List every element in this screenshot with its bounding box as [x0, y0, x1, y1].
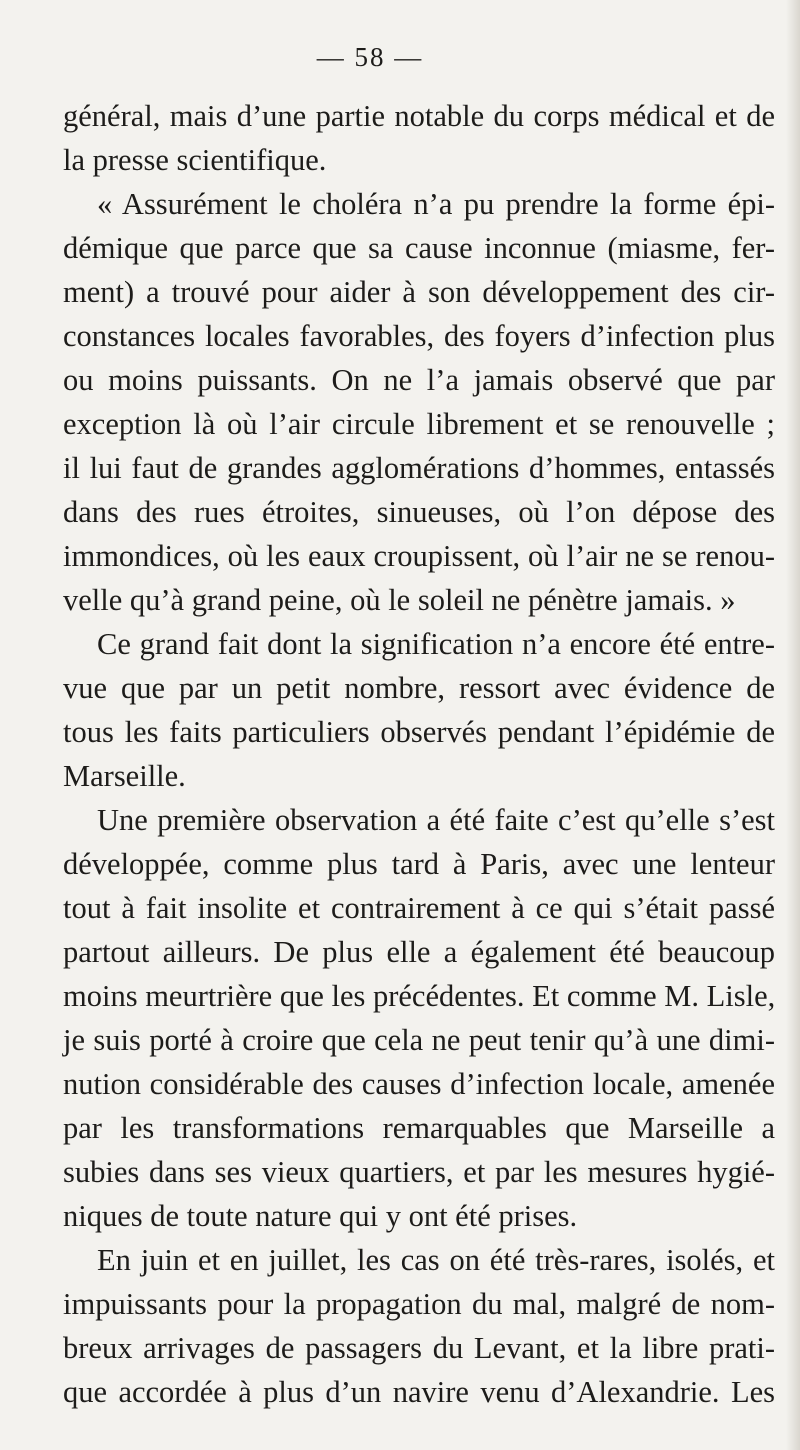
- text-line: « Assurément le choléra n’a pu prendre la forme épi-: [97, 187, 775, 221]
- page-edge-shadow: [786, 0, 800, 1450]
- text-line: partout ailleurs. De plus elle a également été beaucoup: [63, 935, 775, 969]
- text-line: Marseille.: [63, 759, 186, 793]
- text-line: exception là où l’air circule librement et se renouvelle ;: [63, 407, 775, 441]
- text-line: breux arrivages de passagers du Levant, et la libre prati-: [63, 1331, 775, 1365]
- text-line: subies dans ses vieux quartiers, et par les mesures hygié-: [63, 1155, 775, 1189]
- text-line: la presse scientifique.: [63, 143, 327, 177]
- text-line: démique que parce que sa cause inconnue (miasme, fer-: [63, 231, 775, 265]
- text-line: développée, comme plus tard à Paris, avec une lenteur: [63, 847, 775, 881]
- text-line: ment) a trouvé pour aider à son développement des cir-: [63, 275, 775, 309]
- text-line: par les transformations remarquables que Marseille a: [63, 1111, 775, 1145]
- text-line: Une première observation a été faite c’est qu’elle s’est: [97, 803, 775, 837]
- text-line: ou moins puissants. On ne l’a jamais observé que par: [63, 363, 775, 397]
- text-line: je suis porté à croire que cela ne peut tenir qu’à une dimi-: [63, 1023, 775, 1057]
- text-line: constances locales favorables, des foyers d’infection plus: [63, 319, 775, 353]
- text-line: dans des rues étroites, sinueuses, où l’on dépose des: [63, 495, 775, 529]
- text-line: tous les faits particuliers observés pendant l’épidémie de: [63, 715, 775, 749]
- text-line: impuissants pour la propagation du mal, malgré de nom-: [63, 1287, 775, 1321]
- text-line: Ce grand fait dont la signification n’a encore été entre-: [97, 627, 775, 661]
- text-line: vue que par un petit nombre, ressort avec évidence de: [63, 671, 775, 705]
- text-line: immondices, où les eaux croupissent, où l’air ne se renou-: [63, 539, 775, 573]
- text-line: que accordée à plus d’un navire venu d’Alexandrie. Les: [63, 1375, 775, 1409]
- text-line: En juin et en juillet, les cas on été très-rares, isolés, et: [97, 1243, 775, 1277]
- text-line: nution considérable des causes d’infection locale, amenée: [63, 1067, 775, 1101]
- text-line: général, mais d’une partie notable du corps médical et de: [63, 99, 775, 133]
- text-line: niques de toute nature qui y ont été prises.: [63, 1199, 578, 1233]
- page-number: — 58 —: [316, 42, 424, 72]
- text-line: tout à fait insolite et contrairement à ce qui s’était passé: [63, 891, 775, 925]
- text-line: moins meurtrière que les précédentes. Et comme M. Lisle,: [63, 979, 776, 1013]
- text-line: velle qu’à grand peine, où le soleil ne pénètre jamais. »: [63, 583, 736, 617]
- text-line: il lui faut de grandes agglomérations d’hommes, entassés: [63, 451, 775, 485]
